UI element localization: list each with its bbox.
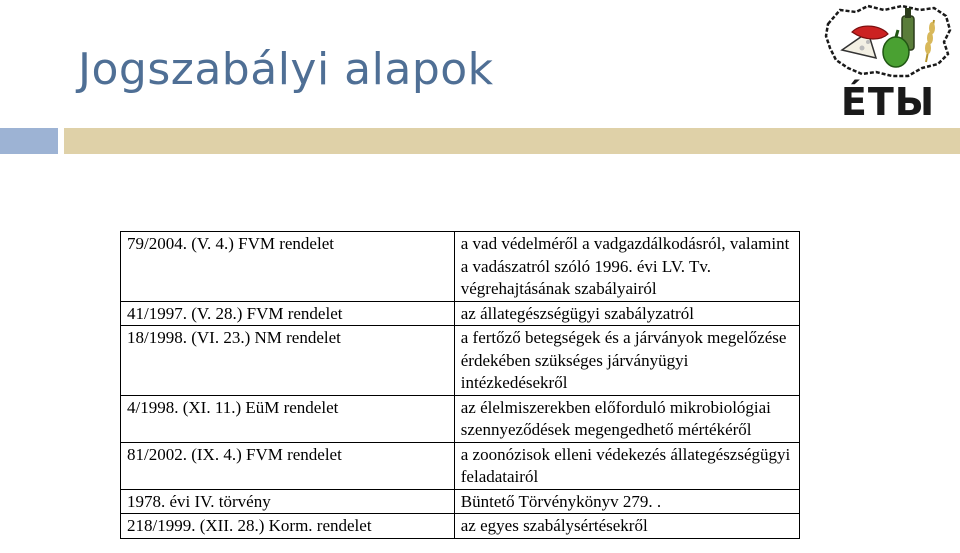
table-row (121, 442, 800, 489)
page-title: Jogszabályi alapok (78, 44, 494, 95)
logo-text: ÉTЫ (840, 80, 936, 124)
table-row (121, 395, 800, 442)
law-reference: 1978. évi IV. törvény (121, 489, 455, 514)
law-reference: 218/1999. (XII. 28.) Korm. rendelet (121, 514, 455, 539)
legislation-table (120, 231, 800, 539)
law-reference: 18/1998. (VI. 23.) NM rendelet (121, 326, 455, 396)
law-reference: 4/1998. (XI. 11.) EüM rendelet (121, 395, 455, 442)
table-row (121, 489, 800, 514)
law-reference: 81/2002. (IX. 4.) FVM rendelet (121, 442, 455, 489)
table-row (121, 326, 800, 396)
law-description: Büntető Törvénykönyv 279. . (454, 489, 799, 514)
accent-bar-left (0, 128, 58, 154)
law-reference: 41/1997. (V. 28.) FVM rendelet (121, 301, 455, 326)
law-reference: 79/2004. (V. 4.) FVM rendelet (121, 232, 455, 302)
accent-bar-main (64, 128, 960, 154)
law-description: az élelmiszerekben előforduló mikrobiológiai szennyeződések megengedhető mértékéről (454, 395, 799, 442)
law-description: az állategészségügyi szabályzatról (454, 301, 799, 326)
table-row (121, 301, 800, 326)
table-row (121, 232, 800, 302)
law-description: az egyes szabálysértésekről (454, 514, 799, 539)
law-description: a vad védelméről a vadgazdálkodásról, valamint a vadászatról szóló 1996. évi LV. Tv. végrehajtásának szabályairól (454, 232, 799, 302)
law-description: a zoonózisok elleni védekezés állategészségügyi feladatairól (454, 442, 799, 489)
law-description: a fertőző betegségek és a járványok megelőzése érdekében szükséges járványügyi intézkedésekről (454, 326, 799, 396)
table-row (121, 514, 800, 539)
